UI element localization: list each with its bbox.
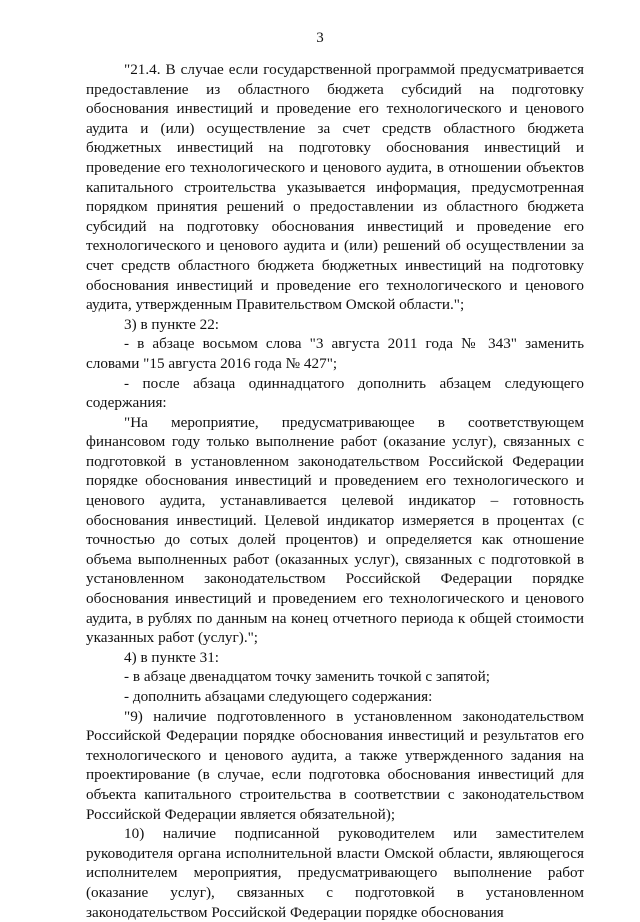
paragraph-item-4: 4) в пункте 31: xyxy=(124,648,220,666)
paragraph-subitem-9: "9) наличие подготовленного в установленном законодательством Российской Федерации порядке обоснования инвестиций и результатов его технологического и ценового аудита, а также утвержденного задания на проектирование (в случае, если подготовка обоснования инвестиций для объекта капитального строительства в соответствии с законодательством Российской Федерации является обязательной); xyxy=(86,707,584,823)
paragraph-subitem-10: 10) наличие подписанной руководителем или заместителем руководителя органа исполнительной власти Омской области, являющегося исполнителем мероприятия, предусматривающего выполнение работ (оказание услуг), связанных с подготовкой в установленном законодательством Российской Федерации порядке обоснования xyxy=(86,825,584,921)
paragraph-item-3: 3) в пункте 22: xyxy=(124,315,220,333)
paragraph-21-4: "21.4. В случае если государственной программой предусматривается предоставление из областного бюджета субсидий на подготовку обоснования инвестиций и проведение его технологического и ценового аудита и (или) осуществление за счет средств областного бюджета бюджетных инвестиций на подготовку обоснования инвестиций и проведение его технологического и ценового аудита, в отношении объектов капитального строительства указывается информация, предусмотренная порядком принятия решений о предоставлении из областного бюджета субсидий на подготовку обоснования инвестиций и проведение его технологического и ценового аудита и (или) решений об осуществлении за счет средств областного бюджета бюджетных инвестиций на подготовку обоснования инвестиций и проведение его технологического и ценового аудита, утвержденным Правительством Омской области."; xyxy=(86,61,584,314)
paragraph-twelfth-abzats: - в абзаце двенадцатом точку заменить точкой с запятой; xyxy=(124,668,490,686)
paragraph-replace-date: - в абзаце восьмом слова "3 августа 2011 года № 343" заменить словами "15 августа 2016 года № 427"; xyxy=(86,335,584,372)
paragraph-add-after-eleventh: - после абзаца одиннадцатого дополнить абзацем следующего содержания: xyxy=(86,374,584,412)
paragraph-target-indicator: "На мероприятие, предусматривающее в соответствующем финансовом году только выполнение работ (оказание услуг), связанных с подготовкой в установленном законодательством Российской Федерации порядке обоснования инвестиций и проведением его технологического и ценового аудита, устанавливается целевой индикатор – готовность обоснования инвестиций. Целевой индикатор измеряется в процентах (с точностью до сотых долей процентов) и определяется как отношение объема выполненных работ (оказанных услуг), связанных с подготовкой в установленном законодательством Российской Федерации порядке обоснования инвестиций и проведением его технологического и ценового аудита, в рублях по данным на конец отчетного периода к общей стоимости указанных работ (услуг)."; xyxy=(86,413,584,647)
paragraph-add-abzatsy: - дополнить абзацами следующего содержания: xyxy=(124,688,433,705)
page-number: 3 xyxy=(316,30,324,46)
document-body xyxy=(86,60,584,922)
